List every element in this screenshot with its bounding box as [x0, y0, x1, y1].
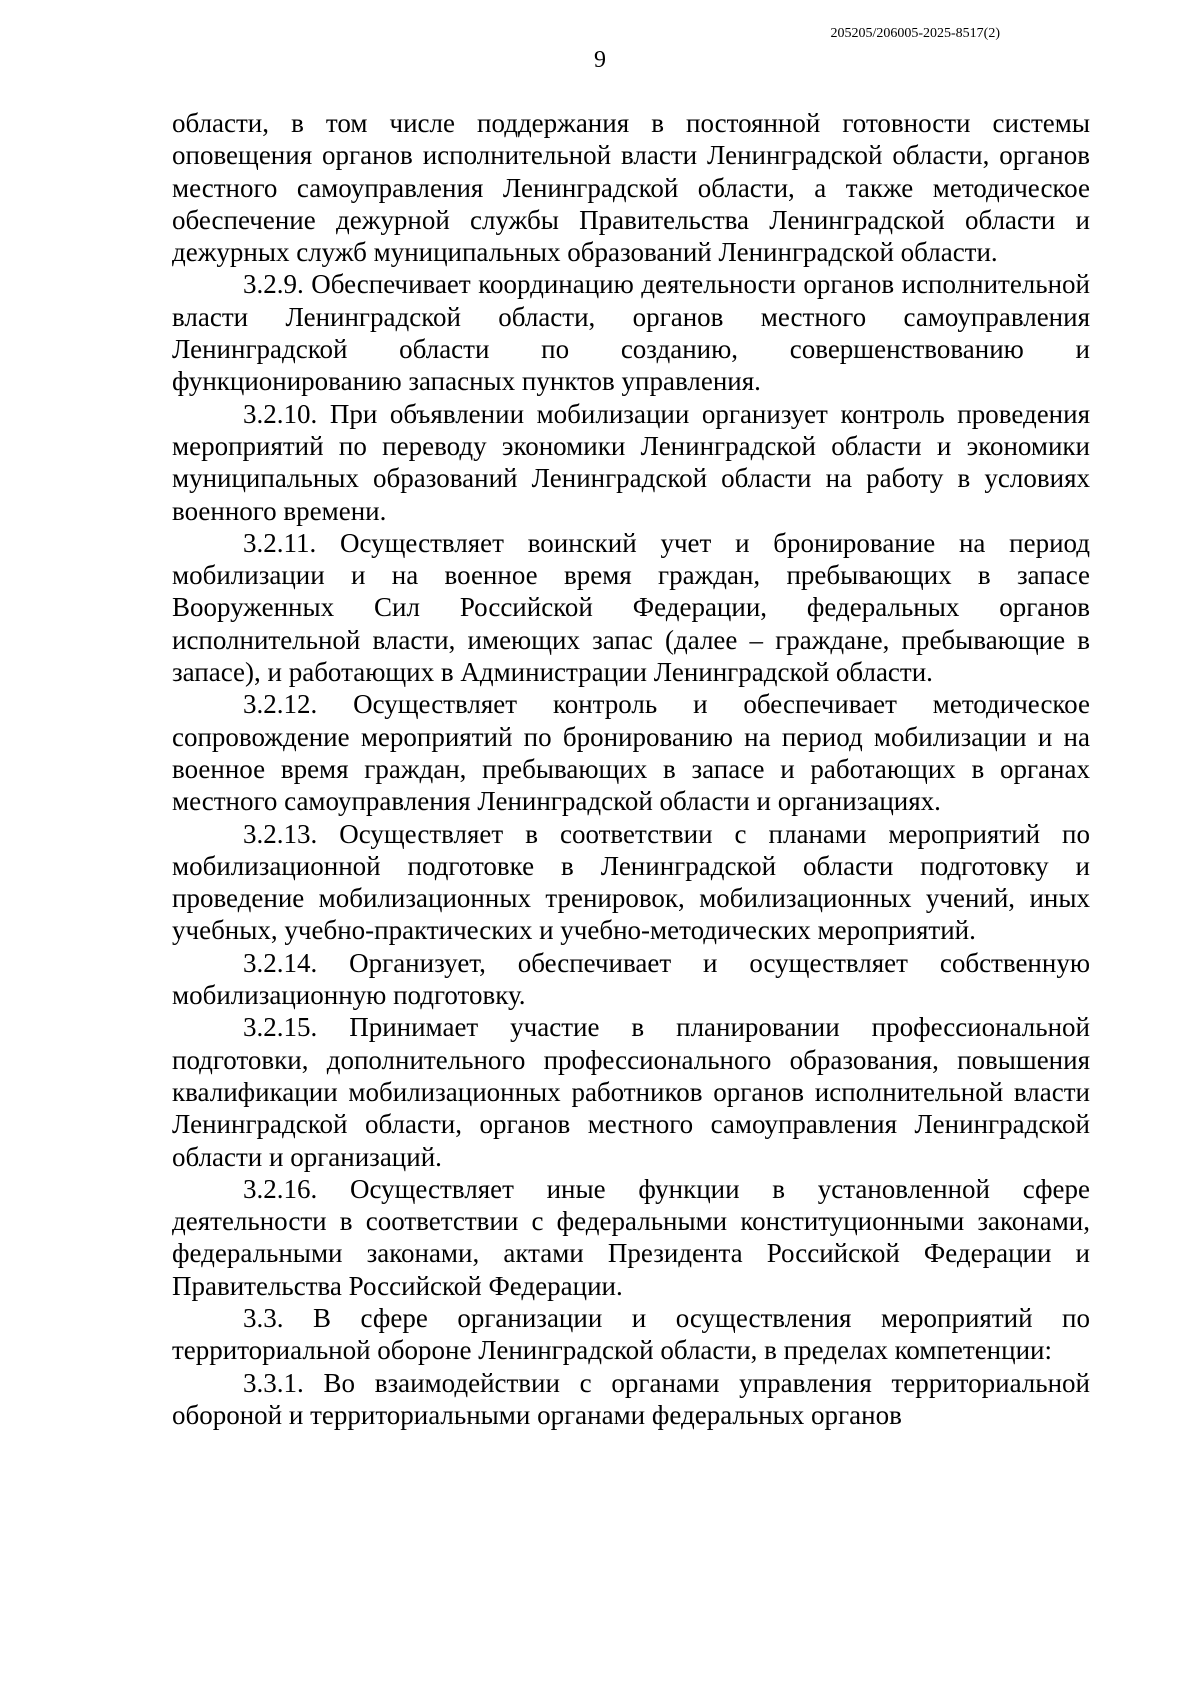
paragraph-3-2-10: 3.2.10. При объявлении мобилизации организует контроль проведения мероприятий по переводу экономики Ленинградской области и экономики муниципальных образований Ленинградской области на работу в условиях военного времени. [172, 398, 1090, 526]
paragraph-3-2-12: 3.2.12. Осуществляет контроль и обеспечивает методическое сопровождение мероприятий по бронированию на период мобилизации и на военное время граждан, пребывающих в запасе и работающих в органах местного самоуправления Ленинградской области и организациях. [172, 689, 1090, 817]
paragraph-3-2-16: 3.2.16. Осуществляет иные функции в установленной сфере деятельности в соответствии с федеральными конституционными законами, федеральными законами, актами Президента Российской Федерации и Правительства Российской Федерации. [172, 1173, 1090, 1301]
paragraph-3-3-1: 3.3.1. Во взаимодействии с органами управления территориальной обороной и территориальными органами федеральных органов [172, 1367, 1090, 1430]
paragraph-3-3: 3.3. В сфере организации и осуществления мероприятий по территориальной обороне Ленинградской области, в пределах компетенции: [172, 1302, 1090, 1366]
page-number: 9 [594, 47, 606, 73]
paragraph-continuation: области, в том числе поддержания в постоянной готовности системы оповещения органов исполнительной власти Ленинградской области, органов местного самоуправления Ленинградской области, а также методическое обеспечение дежурной службы Правительства Ленинградской области и дежурных служб муниципальных образований Ленинградской области. [172, 108, 1090, 268]
document-body [172, 107, 1090, 1431]
paragraph-3-2-11: 3.2.11. Осуществляет воинский учет и бронирование на период мобилизации и на военное время граждан, пребывающих в запасе Вооруженных Сил Российской Федерации, федеральных органов исполнительной власти, имеющих запас (далее – граждане, пребывающие в запасе), и работающих в Администрации Ленинградской области. [172, 527, 1090, 688]
document-id: 205205/206005-2025-8517(2) [830, 26, 1000, 41]
paragraph-3-2-14: 3.2.14. Организует, обеспечивает и осуществляет собственную мобилизационную подготовку. [172, 947, 1090, 1011]
paragraph-3-2-13: 3.2.13. Осуществляет в соответствии с планами мероприятий по мобилизационной подготовке в Ленинградской области подготовку и проведение мобилизационных тренировок, мобилизационных учений, иных учебных, учебно-практических и учебно-методических мероприятий. [172, 818, 1090, 946]
paragraph-3-2-9: 3.2.9. Обеспечивает координацию деятельности органов исполнительной власти Ленинградской области, органов местного самоуправления Ленинградской области по созданию, совершенствованию и функционированию запасных пунктов управления. [172, 269, 1090, 397]
paragraph-3-2-15: 3.2.15. Принимает участие в планировании профессиональной подготовки, дополнительного профессионального образования, повышения квалификации мобилизационных работников органов исполнительной власти Ленинградской области, органов местного самоуправления Ленинградской области и организаций. [172, 1012, 1090, 1172]
